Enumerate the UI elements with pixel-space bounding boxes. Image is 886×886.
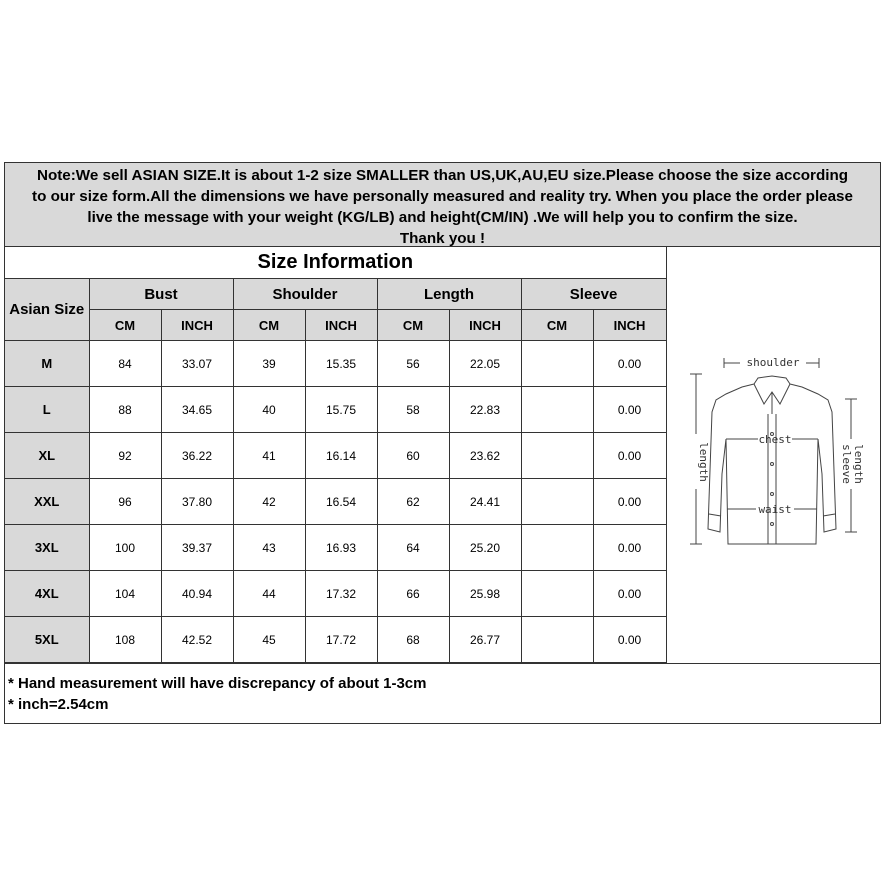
table-cell: 0.00: [593, 341, 666, 387]
group-header-bust: Bust: [89, 279, 233, 310]
table-cell: 45: [233, 617, 305, 663]
table-cell: 15.75: [305, 387, 377, 433]
size-cell: XXL: [5, 479, 89, 525]
table-cell: 22.05: [449, 341, 521, 387]
unit-header: CM: [377, 310, 449, 341]
note-line: to our size form.All the dimensions we have personally measured and reality try. When you place the order please: [32, 188, 853, 205]
table-cell: 37.80: [161, 479, 233, 525]
table-cell: 25.20: [449, 525, 521, 571]
table-cell: 64: [377, 525, 449, 571]
table-cell: [521, 617, 593, 663]
diagram-label-chest: chest: [758, 433, 792, 446]
table-cell: 16.14: [305, 433, 377, 479]
table-cell: 62: [377, 479, 449, 525]
shirt-icon: [682, 354, 865, 554]
group-header-length: Length: [377, 279, 521, 310]
table-cell: 22.83: [449, 387, 521, 433]
table-cell: 0.00: [593, 617, 666, 663]
table-cell: 26.77: [449, 617, 521, 663]
unit-header: CM: [233, 310, 305, 341]
table-cell: 84: [89, 341, 161, 387]
table-row: [5, 617, 666, 663]
table-cell: 100: [89, 525, 161, 571]
table-cell: 88: [89, 387, 161, 433]
note-line: Thank you !: [399, 230, 486, 247]
table-cell: [521, 387, 593, 433]
size-note: [5, 163, 880, 247]
table-title: Size Information: [5, 247, 666, 279]
size-cell: L: [5, 387, 89, 433]
table-cell: 42: [233, 479, 305, 525]
unit-header: INCH: [305, 310, 377, 341]
table-cell: 16.54: [305, 479, 377, 525]
table-row: [5, 525, 666, 571]
table-cell: 40: [233, 387, 305, 433]
size-cell: XL: [5, 433, 89, 479]
table-cell: [521, 571, 593, 617]
diagram-label-waist: waist: [758, 503, 792, 516]
table-cell: 16.93: [305, 525, 377, 571]
table-cell: 17.72: [305, 617, 377, 663]
unit-header: INCH: [161, 310, 233, 341]
table-cell: 104: [89, 571, 161, 617]
table-cell: 58: [377, 387, 449, 433]
table-cell: 96: [89, 479, 161, 525]
diagram-label-length: length: [697, 442, 710, 482]
table-cell: [521, 341, 593, 387]
footer-line: * Hand measurement will have discrepancy of about 1-3cm: [8, 675, 427, 692]
diagram-label-sleeve: sleeve: [840, 444, 853, 484]
table-row: [5, 571, 666, 617]
asian-size-header: Asian Size: [5, 279, 89, 341]
size-cell: 4XL: [5, 571, 89, 617]
table-cell: 66: [377, 571, 449, 617]
table-row: [5, 479, 666, 525]
table-cell: 40.94: [161, 571, 233, 617]
table-cell: 60: [377, 433, 449, 479]
table-cell: 15.35: [305, 341, 377, 387]
table-row: [5, 341, 666, 387]
table-cell: 34.65: [161, 387, 233, 433]
table-cell: 23.62: [449, 433, 521, 479]
table-cell: 24.41: [449, 479, 521, 525]
table-cell: 39: [233, 341, 305, 387]
table-cell: 44: [233, 571, 305, 617]
table-cell: 17.32: [305, 571, 377, 617]
table-cell: 92: [89, 433, 161, 479]
group-header-sleeve: Sleeve: [521, 279, 666, 310]
unit-header: CM: [521, 310, 593, 341]
unit-header: CM: [89, 310, 161, 341]
table-cell: 43: [233, 525, 305, 571]
table-cell: 33.07: [161, 341, 233, 387]
table-cell: 39.37: [161, 525, 233, 571]
size-cell: 3XL: [5, 525, 89, 571]
table-row: [5, 387, 666, 433]
table-cell: 41: [233, 433, 305, 479]
table-cell: 25.98: [449, 571, 521, 617]
diagram-label-sleeve-length: length: [852, 444, 865, 484]
note-line: Note:We sell ASIAN SIZE.It is about 1-2 size SMALLER than US,UK,AU,EU size.Please choose the size according: [36, 167, 849, 184]
table-cell: 0.00: [593, 479, 666, 525]
table-row: [5, 433, 666, 479]
shirt-measurement-diagram: [682, 354, 865, 554]
footer-notes: [5, 663, 880, 723]
table-cell: [521, 525, 593, 571]
table-cell: 0.00: [593, 387, 666, 433]
unit-header: INCH: [449, 310, 521, 341]
table-cell: 36.22: [161, 433, 233, 479]
unit-header: INCH: [593, 310, 666, 341]
table-cell: 0.00: [593, 525, 666, 571]
table-cell: 0.00: [593, 571, 666, 617]
table-cell: 108: [89, 617, 161, 663]
table-cell: 42.52: [161, 617, 233, 663]
size-cell: M: [5, 341, 89, 387]
table-cell: 56: [377, 341, 449, 387]
diagram-label-shoulder: shoulder: [746, 356, 800, 369]
table-cell: 0.00: [593, 433, 666, 479]
table-cell: [521, 433, 593, 479]
size-cell: 5XL: [5, 617, 89, 663]
table-cell: [521, 479, 593, 525]
note-line: live the message with your weight (KG/LB) and height(CM/IN) .We will help you to confirm the size.: [87, 209, 798, 226]
table-cell: 68: [377, 617, 449, 663]
size-table: [5, 247, 667, 663]
footer-line: * inch=2.54cm: [8, 696, 109, 713]
group-header-shoulder: Shoulder: [233, 279, 377, 310]
